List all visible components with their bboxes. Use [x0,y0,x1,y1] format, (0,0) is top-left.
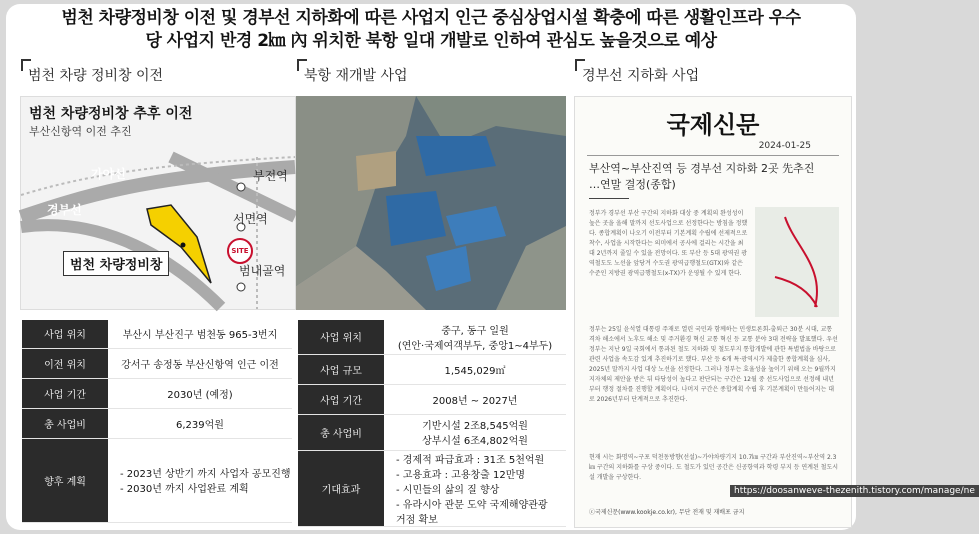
headline-line-2: 당 사업지 반경 2㎞ 內 위치한 북항 일대 개발로 인하여 관심도 높을것으로 예상 [145,31,717,51]
row-value: 2030년 (예정) [108,378,292,408]
article-paragraph-3: 현재 시는 화명역~구포 덕천동방향(선설)~가야차량기지 10.7㎞ 구간과 부산진역~부산역 2.3㎞ 구간의 지하화를 구상 중이다. 도 철도가 있던 공간은 신공항역과 학령 부지 등 연계된 철도시설 개발을 구상한다. [589,454,839,481]
newspaper-clipping [574,96,852,528]
row-label: 총 사업비 [22,408,108,438]
newspaper-date: 2024-01-25 [758,141,811,151]
row-label: 이전 위치 [22,348,108,378]
row-value: 1,545,029㎡ [384,354,566,384]
row-label: 사업 위치 [22,320,108,348]
row-value: - 2023년 상반기 까지 사업자 공모진행 - 2030년 까지 사업완료 계획 [108,438,292,522]
source-url[interactable]: https://doosanweve-thezenith.tistory.com/manage/ne [730,485,979,497]
row-label: 사업 위치 [298,320,384,354]
row-label: 향후 계획 [22,438,108,522]
divider [589,198,629,199]
section-title-north-port: 북항 재개발 사업 [304,65,408,85]
depot-map [20,96,296,310]
article-paragraph-1: 정부가 경부선 부산 구간의 지하화 대상 중 계획의 완성성이 높은 곳을 올해 말까지 선도사업으로 선정한다는 방침을 정했다. 종합계획이 나오기 이전부터 기본계획 수립에 선제적으로 착수, 사업을 시작한다는 의미에서 공사에 걸리는 시간을 최대 2년까지 줄일 수 있을 전망이다. 또 부산 등 5대 광역권 광역철도도 노선을 앞당겨 수도권 광역급행철도(GTX)와 같은 수준인 지방권 광역급행철도(x-TX)가 운영될 수 있게 한다. [589,210,748,277]
row-label: 총 사업비 [298,414,384,450]
section-title-depot: 범천 차량 정비창 이전 [28,65,163,85]
newspaper-name: 국제신문 [666,110,760,139]
row-value: 부산시 부산진구 범천동 965-3번지 [108,320,292,348]
row-label: 사업 기간 [22,378,108,408]
north-port-aerial-map [296,96,566,310]
site-pin-icon: SITE [227,238,253,264]
row-label: 사업 규모 [298,354,384,384]
row-value: 중구, 동구 일원 (연안·국제여객부두, 중앙1~4부두) [384,320,566,354]
depot-map-subtitle: 부산신항역 이전 추진 [29,125,132,138]
depot-map-title: 범천 차량정비창 추후 이전 [29,106,193,122]
depot-label: 범천 차량정비창 [63,251,169,276]
gyeongbu-line-label: 경부선 [47,203,82,217]
beomnae-station-label: 범내골역 [239,264,286,278]
seomyeon-station-label: 서면역 [233,212,268,226]
article-paragraph-2: 정부는 25일 윤석열 대통령 주재로 열린 국민과 함께하는 민생토론회-출퇴근 30분 시대, 교통 격차 해소에서 노후도 해소 및 주거환경 혁신 교통 혁신 등 교통 분야 3대 전략을 발표했다. 우선 정부는 지난 9일 국회에서 통과된 철도 지하화 및 철도부지 통합개발에 관한 특별법을 바탕으로 관련 사업을 속도감 있게 추진하기로 했다. 부산 등 6개 특·광역시가 제출한 종합계획을 심사, 2025년 말까지 사업 대상 노선을 선정한다. 그러나 정부는 효율성을 높이기 위해 오는 9월까지 지자체의 제안을 받은 뒤 타당성이 높다고 판단되는 구간은 12월 중 선도사업으로 선정해 내년부터 행정 절차를 진행할 계획이다. 나머지 구간은 종합계획 수립 후 기본계획이 만들어지는 대로 2026년부터 단계적으로 추진한다. [589,326,838,403]
copyright-footer: ⓒ국제신문(www.kookje.co.kr), 무단 전재 및 재배포 금지 [589,509,745,516]
row-value: 2008년 ~ 2027년 [384,384,566,414]
row-value: - 경제적 파급효과 : 31조 5천억원 - 고용효과 : 고용창출 12만명 - 시민들의 삶의 질 향상 - 유라시아 관문 도약 국제해양관광 거점 확보 [384,450,566,526]
row-value: 강서구 송정동 부산신항역 인근 이전 [108,348,292,378]
row-label: 기대효과 [298,450,384,526]
infographic-page [6,4,975,530]
depot-info-table [22,320,292,523]
divider [587,155,839,156]
row-value: 기반시설 2조8,545억원 상부시설 6조4,802억원 [384,414,566,450]
north-port-info-table [298,320,566,527]
headline-line-1: 범천 차량정비창 이전 및 경부선 지하화에 따른 사업지 인근 중심상업시설 확충에 따른 생활인프라 우수 [61,8,801,28]
row-value: 6,239억원 [108,408,292,438]
row-label: 사업 기간 [298,384,384,414]
newspaper-headline: 부산역~부산진역 등 경부선 지하화 2곳 先추진 …연말 결정(종합) [589,162,815,191]
bujeon-station-label: 부전역 [253,169,288,183]
route-map-image [755,207,839,317]
gaya-line-label: 가야선 [91,167,126,181]
section-title-gyeongbu: 경부선 지하화 사업 [582,65,699,85]
